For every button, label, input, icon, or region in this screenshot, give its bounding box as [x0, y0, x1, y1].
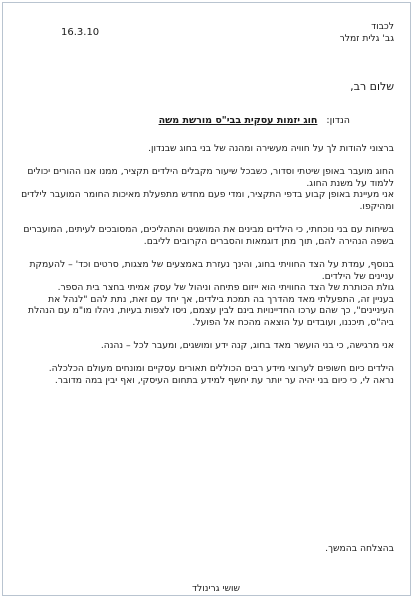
paragraph-exposure: הילדים כיום חשופים לערוצי מידע רבים הכוללים תאורים עסקיים ומונחים מעולם הכלכלה. נראה לי, כי כיום בני יהיה ער יותר עת יחשף למידע בתחום העיסקי, ואף יבין במה מדובר.: [48, 363, 394, 386]
paragraph-enrichment: אני מרגישה, כי בני הועשר מאד בחוג, קנה ידע ומושגים, ומעבר לכל – נהנה.: [100, 340, 394, 352]
paragraph-thanks: ברצוני להודות לך על חוויה מעשירה ומהנה של בני בחוג שבנדון.: [148, 143, 394, 154]
recipient-salutation: לכבוד: [371, 21, 394, 32]
paragraph-understanding: בשיחות עם בני נוכחתי, כי הילדים מבינים את המושגים והתהליכים, המסובכים לעיתים, המועברים בשפה הנהירה להם, תוך מתן דוגמאות והסברים הקרובים לליבם.: [23, 224, 394, 247]
paragraph-experience: בנוסף, עמדת על הצד החוויתי בחוג, והינך נעזרת באמצעים של מצגות, סרטים וכד' – להעמקת עניינים של הילדים. גולת הכותרת של הצד החוויתי הוא ייזום פתיחה וניהול של עסק אמיתי בחצר בית הספר. בעניין זה, התפעלתי מאד מהדרך בה תמכת בילדים, אך יחד עם זאת, נתת להם "לנהל את העיניינים", כך שהם ערכו החדיינויות בינם לבין עצמם, ניסו לצפות בעיות, ניהלו מו"מ עם הנהלת ביה"ס, תיכננו, ועובדים על הוצאה מהכח אל הפועל.: [28, 258, 394, 328]
subject-label: הנדון:: [326, 115, 350, 126]
subject-line: [159, 115, 350, 127]
paragraph-structure: החוג מועבר באופן שיטתי וסדור, כשבכל שיעור מקבלים הילדים תקציר, ממנו אנו ההורים יכולים ללמוד על משנת החוג. אני מעיינת באופן קבוע בדפי התקציר, ומדי פעם מחדש מתפעלת מאיכות החומר המועבר לילדים ומהיקפו.: [21, 166, 394, 212]
subject-title: חוג יזמות עסקית בבי"ס מורשת משה: [158, 115, 318, 126]
letter-page: [13, 13, 400, 594]
greeting: שלום רב,: [350, 80, 394, 93]
letter-date: 16.3.10: [61, 27, 100, 38]
recipient-block: [214, 21, 394, 45]
letter-body: [17, 143, 394, 398]
recipient-name: גב' גלית זמלר: [339, 33, 394, 44]
signature-name: שושי גרינולד: [192, 583, 240, 594]
closing-line: בהצלחה בהמשך.: [325, 543, 394, 554]
document-frame: [2, 2, 411, 596]
